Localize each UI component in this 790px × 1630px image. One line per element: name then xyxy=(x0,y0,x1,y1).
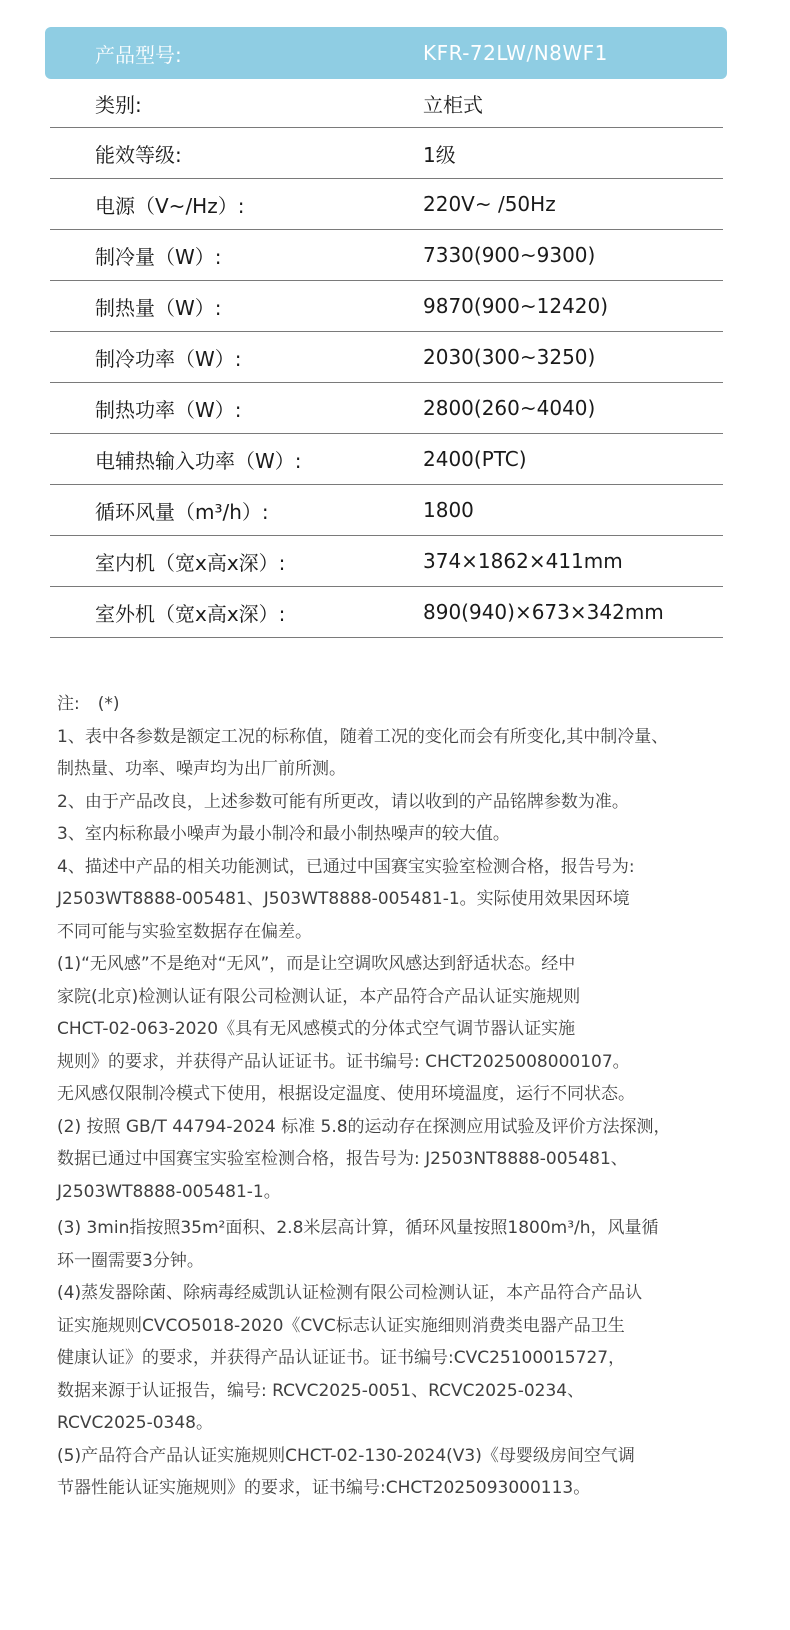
spec-value: 374×1862×411mm xyxy=(423,549,623,573)
note-line: 环一圈需要3分钟。 xyxy=(57,1250,204,1271)
spec-row-airflow xyxy=(50,485,723,536)
spec-value: 2800(260~4040) xyxy=(423,396,596,420)
note-line: 健康认证》的要求，并获得产品认证证书。证书编号:CVC25100015727， xyxy=(57,1348,626,1368)
notes-title-mark: (*) xyxy=(97,694,120,714)
notes-title-text: 注: xyxy=(57,694,80,714)
note-line: (4)蒸发器除菌、除病毒经威凯认证检测有限公司检测认证，本产品符合产品认 xyxy=(57,1283,643,1303)
spec-value: 7330(900~9300) xyxy=(423,243,596,267)
spec-label: 室内机（宽x高x深）: xyxy=(95,550,286,575)
spec-value: 1级 xyxy=(423,142,456,167)
spec-table xyxy=(45,27,727,638)
note-line: 证实施规则CVCO5018-2020《CVC标志认证实施细则消费类电器产品卫生 xyxy=(57,1315,625,1336)
note-line: (2) 按照 GB/T 44794-2024 标准 5.8的运动存在探测应用试验及评价方法探测， xyxy=(57,1116,671,1137)
note-line: 不同可能与实验室数据存在偏差。 xyxy=(57,921,312,942)
spec-label: 电辅热输入功率（W）: xyxy=(95,448,302,473)
note-line: 无风感仅限制冷模式下使用，根据设定温度、使用环境温度，运行不同状态。 xyxy=(57,1084,635,1104)
spec-value: 2400(PTC) xyxy=(423,447,527,471)
note-line: 1、表中各参数是额定工况的标称值，随着工况的变化而会有所变化,其中制冷量、 xyxy=(57,726,669,747)
spec-row-outdoor-unit-size xyxy=(50,587,723,638)
note-line: 3、室内标称最小噪声为最小制冷和最小制热噪声的较大值。 xyxy=(57,824,510,844)
spec-row-category xyxy=(50,79,723,128)
spec-row-heating-power xyxy=(50,383,723,434)
spec-row-power-supply xyxy=(50,179,723,230)
note-line: (1)“无风感”不是绝对“无风”，而是让空调吹风感达到舒适状态。经中 xyxy=(57,954,576,974)
note-line: (5)产品符合产品认证实施规则CHCT-02-130-2024(V3)《母婴级房间空气调 xyxy=(57,1445,635,1466)
spec-label: 类别: xyxy=(95,92,142,117)
spec-label: 能效等级: xyxy=(95,142,182,167)
note-line: RCVC2025-0348。 xyxy=(57,1413,213,1433)
notes-title xyxy=(57,688,727,721)
note-line: 2、由于产品改良，上述参数可能有所更改，请以收到的产品铭牌参数为准。 xyxy=(57,791,629,812)
model-value: KFR-72LW/N8WF1 xyxy=(423,41,608,65)
spec-header-row xyxy=(45,27,727,79)
note-line: (3) 3min指按照35m²面积、2.8米层高计算，循环风量按照1800m³/h，风量循 xyxy=(57,1218,659,1238)
spec-row-cooling-capacity xyxy=(50,230,723,281)
spec-value: 2030(300~3250) xyxy=(423,345,596,369)
spec-label: 制冷量（W）: xyxy=(95,244,222,269)
note-line: J2503WT8888-005481、J503WT8888-005481-1。实际使用效果因环境 xyxy=(57,889,630,909)
spec-row-indoor-unit-size xyxy=(50,536,723,587)
spec-row-aux-heater-power xyxy=(50,434,723,485)
spec-label: 循环风量（m³/h）: xyxy=(95,499,269,524)
note-line: 数据来源于认证报告，编号: RCVC2025-0051、RCVC2025-0234、 xyxy=(57,1380,585,1401)
note-line: 数据已通过中国赛宝实验室检测合格，报告号为: J2503NT8888-005481、 xyxy=(57,1149,628,1169)
note-line: 规则》的要求，并获得产品认证证书。证书编号: CHCT2025008000107。 xyxy=(57,1051,630,1072)
spec-row-cooling-power xyxy=(50,332,723,383)
spec-value: 1800 xyxy=(423,498,474,522)
note-line: 4、描述中产品的相关功能测试，已通过中国赛宝实验室检测合格，报告号为: xyxy=(57,856,635,877)
spec-value: 立柜式 xyxy=(423,92,483,117)
spec-value: 9870(900~12420) xyxy=(423,294,609,318)
spec-label: 制热量（W）: xyxy=(95,295,222,320)
note-line: 制热量、功率、噪声均为出厂前所测。 xyxy=(57,759,346,779)
spec-label: 制热功率（W）: xyxy=(95,397,242,422)
note-line: 家院(北京)检测认证有限公司检测认证，本产品符合产品认证实施规则 xyxy=(57,986,581,1007)
note-line: 节器性能认证实施规则》的要求，证书编号:CHCT2025093000113。 xyxy=(57,1478,591,1498)
model-label: 产品型号: xyxy=(95,42,182,67)
spec-value: 890(940)×673×342mm xyxy=(423,600,664,624)
note-line: J2503WT8888-005481-1。 xyxy=(57,1181,281,1202)
notes-section xyxy=(57,688,727,1505)
spec-value: 220V~ /50Hz xyxy=(423,192,556,216)
spec-label: 电源（V~/Hz）: xyxy=(95,193,245,218)
spec-row-energy-grade xyxy=(50,128,723,179)
note-line: CHCT-02-063-2020《具有无风感模式的分体式空气调节器认证实施 xyxy=(57,1019,576,1039)
spec-label: 制冷功率（W）: xyxy=(95,346,242,371)
spec-row-heating-capacity xyxy=(50,281,723,332)
spec-label: 室外机（宽x高x深）: xyxy=(95,601,286,626)
